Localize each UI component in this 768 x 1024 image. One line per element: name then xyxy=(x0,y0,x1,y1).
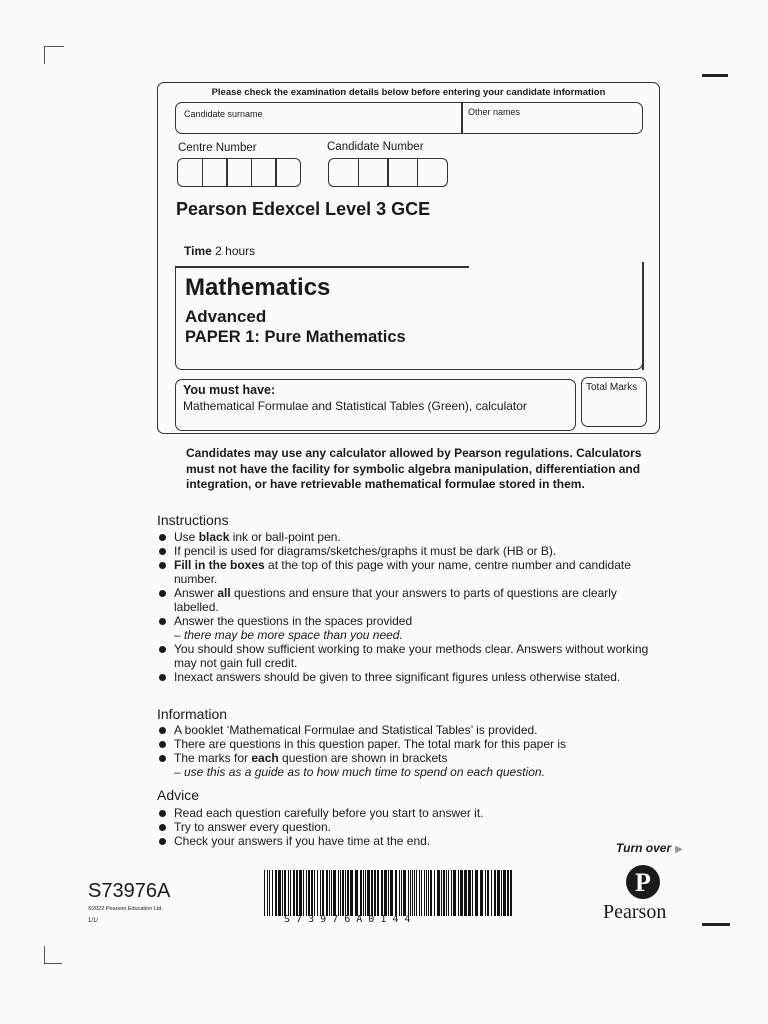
paper-title: PAPER 1: Pure Mathematics xyxy=(185,328,406,346)
barcode-bar xyxy=(414,870,415,916)
information-list xyxy=(157,723,657,779)
calculator-note: Candidates may use any calculator allowed by Pearson regulations. Calculators must not have the facility for symbolic algebra manipulation, differentiation and integration, or have retrievable mathematical formulae stored in them. xyxy=(186,446,642,491)
barcode-bar xyxy=(453,870,456,916)
time-value: 2 hours xyxy=(215,244,256,258)
time-label: Time xyxy=(184,244,212,258)
barcode-bar xyxy=(424,870,425,916)
instructions-item-text: Fill in the boxes xyxy=(174,558,265,572)
barcode-bar xyxy=(446,870,447,916)
barcode-bar xyxy=(501,870,502,916)
barcode-bar xyxy=(374,870,376,916)
copyright: ©2022 Pearson Education Ltd. xyxy=(88,906,163,912)
barcode-bar xyxy=(475,870,478,916)
subject-level: Advanced xyxy=(185,307,267,326)
barcode-bar xyxy=(320,870,321,916)
advice-item-text: Try to answer every question. xyxy=(174,820,331,834)
barcode-bar xyxy=(290,870,291,916)
barcode-bar xyxy=(360,870,362,916)
name-divider xyxy=(461,103,463,133)
instructions-item-text: Answer the questions in the spaces provided xyxy=(174,614,413,628)
name-field[interactable] xyxy=(175,102,643,134)
advice-item-text: Read each question carefully before you start to answer it. xyxy=(174,806,484,820)
barcode-bar xyxy=(428,870,429,916)
centre-digit-box[interactable] xyxy=(275,158,301,187)
instructions-item xyxy=(157,642,657,670)
barcode-bar xyxy=(333,870,336,916)
candidate-digit-box[interactable] xyxy=(328,158,359,187)
barcode-bar xyxy=(314,870,315,916)
qualification-title: Pearson Edexcel Level 3 GCE xyxy=(176,199,431,219)
barcode-bar xyxy=(448,870,449,916)
barcode-bar xyxy=(282,870,283,916)
centre-digit-box[interactable] xyxy=(177,158,203,187)
barcode-bar xyxy=(363,870,364,916)
barcode-bar xyxy=(275,870,277,916)
advice-item xyxy=(157,834,657,848)
crop-mark-bottom-left xyxy=(44,963,62,964)
instructions-item-text: You should show sufficient working to make your methods clear. Answers without working may not gain full credit. xyxy=(174,642,649,670)
barcode-bar xyxy=(338,870,339,916)
must-have-text: Mathematical Formulae and Statistical Tables (Green), calculator xyxy=(183,399,527,413)
paper-code: S73976A xyxy=(88,880,171,902)
barcode-bar xyxy=(395,870,397,916)
candidate-number-boxes[interactable] xyxy=(328,158,446,187)
barcode-bar xyxy=(340,870,341,916)
barcode-bar xyxy=(401,870,402,916)
candidate-digit-box[interactable] xyxy=(417,158,448,187)
barcode-bar xyxy=(468,870,471,916)
barcode-bar xyxy=(329,870,330,916)
barcode-bar xyxy=(284,870,286,916)
information-item-text: question are shown in brackets xyxy=(278,751,448,765)
barcode-bar xyxy=(267,870,268,916)
instructions-item xyxy=(157,614,657,642)
total-marks-label: Total Marks xyxy=(586,382,638,393)
information-item xyxy=(157,751,657,779)
instructions-item-text: ink or ball-point pen. xyxy=(229,530,341,544)
instructions-item xyxy=(157,530,657,544)
barcode-bar xyxy=(464,870,467,916)
barcode-bar xyxy=(458,870,459,916)
centre-digit-box[interactable] xyxy=(202,158,228,187)
instructions-item xyxy=(157,558,657,586)
barcode-bar xyxy=(342,870,344,916)
barcode-bar xyxy=(441,870,442,916)
barcode-bar xyxy=(384,870,387,916)
barcode-bar xyxy=(399,870,400,916)
instructions-item-text: If pencil is used for diagrams/sketches/graphs it must be dark (HB or B). xyxy=(174,544,557,558)
barcode-bar xyxy=(510,870,512,916)
instructions-item-text: black xyxy=(198,530,230,544)
other-names-label: Other names xyxy=(468,107,521,117)
centre-digit-box[interactable] xyxy=(251,158,277,187)
instructions-list xyxy=(157,530,657,684)
instructions-heading: Instructions xyxy=(157,512,229,528)
barcode-bar xyxy=(421,870,422,916)
information-item-text: There are questions in this question paper. The total mark for this paper is xyxy=(174,737,566,751)
advice-item-text: Check your answers if you have time at the end. xyxy=(174,834,431,848)
barcode-number: S 7 3 9 7 6 A 0 1 4 4 xyxy=(284,914,411,925)
barcode-bar xyxy=(264,870,265,916)
barcode-bar xyxy=(410,870,411,916)
candidate-surname-label: Candidate surname xyxy=(184,109,263,119)
barcode-bar xyxy=(460,870,463,916)
barcode-bar xyxy=(288,870,289,916)
barcode-bar xyxy=(269,870,270,916)
crop-mark-top-right xyxy=(702,74,728,77)
barcode-bar xyxy=(443,870,445,916)
barcode-bar xyxy=(491,870,492,916)
barcode-bar xyxy=(331,870,332,916)
arrow-right-icon: ▶ xyxy=(675,844,683,855)
barcode-bar xyxy=(408,870,409,916)
barcode-bar xyxy=(430,870,432,916)
barcode-bar xyxy=(345,870,346,916)
barcode-bar xyxy=(503,870,506,916)
time-allowed xyxy=(184,244,255,258)
advice-heading: Advice xyxy=(157,787,200,803)
barcode-bar xyxy=(412,870,413,916)
crop-mark-bottom-left xyxy=(44,946,45,964)
barcode-bar xyxy=(371,870,373,916)
barcode-bar xyxy=(480,870,483,916)
barcode-bar xyxy=(299,870,302,916)
barcode-bar xyxy=(381,870,383,916)
instructions-item xyxy=(157,544,657,558)
barcode-bar xyxy=(350,870,353,916)
centre-number-boxes[interactable] xyxy=(177,158,300,187)
information-item-note: – use this as a guide as to how much time to spend on each question. xyxy=(174,765,545,779)
barcode-bar xyxy=(308,870,310,916)
barcode-bar xyxy=(426,870,427,916)
barcode-bar xyxy=(437,870,440,916)
advice-item xyxy=(157,820,657,834)
subject-box-top-rule xyxy=(176,266,469,268)
barcode-bar xyxy=(403,870,406,916)
barcode-bar xyxy=(306,870,307,916)
barcode-bar xyxy=(494,870,496,916)
information-item-text: each xyxy=(251,751,279,765)
barcode-bar xyxy=(296,870,298,916)
crop-mark-bottom-right xyxy=(702,923,730,926)
centre-number-label: Centre Number xyxy=(178,142,257,154)
barcode-bar xyxy=(311,870,313,916)
subject-title: Mathematics xyxy=(185,274,331,301)
pearson-wordmark: Pearson xyxy=(603,901,667,923)
instructions-item-text: all xyxy=(217,586,231,600)
crop-mark-top-left xyxy=(44,46,64,47)
barcode-bar xyxy=(326,870,328,916)
information-item xyxy=(157,723,657,737)
barcode-bar xyxy=(507,870,509,916)
advice-list xyxy=(157,806,657,848)
barcode-bar xyxy=(434,870,435,916)
barcode-bar xyxy=(355,870,358,916)
barcode-bar xyxy=(451,870,452,916)
centre-digit-box[interactable] xyxy=(226,158,252,187)
barcode-bar xyxy=(388,870,389,916)
subject-box xyxy=(175,266,643,370)
barcode-bar xyxy=(497,870,500,916)
barcode-bar xyxy=(390,870,393,916)
instructions-item-note: – there may be more space than you need. xyxy=(174,628,403,642)
candidate-info-box xyxy=(157,82,660,434)
candidate-number-label: Candidate Number xyxy=(327,141,424,153)
instructions-item xyxy=(157,670,657,684)
total-marks-box[interactable] xyxy=(581,377,647,427)
barcode-bar xyxy=(419,870,420,916)
crop-mark-top-left xyxy=(44,46,45,64)
turn-over xyxy=(616,841,683,855)
information-item-text: A booklet ‘Mathematical Formulae and Statistical Tables’ is provided. xyxy=(174,723,538,737)
barcode-bar xyxy=(485,870,486,916)
turn-over-label: Turn over xyxy=(616,841,672,855)
instructions-item-text: Inexact answers should be given to three significant figures unless otherwise stated. xyxy=(174,670,621,684)
instructions-item-text: questions and ensure that your answers to parts of questions are clearly labelled. xyxy=(174,586,617,614)
candidate-digit-box[interactable] xyxy=(358,158,389,187)
header-note: Please check the examination details below before entering your candidate information xyxy=(211,87,606,98)
barcode-bar xyxy=(347,870,349,916)
information-item xyxy=(157,737,657,751)
barcode xyxy=(264,870,514,916)
candidate-digit-box[interactable] xyxy=(387,158,418,187)
barcode-bar xyxy=(367,870,370,916)
issue-number: 1/1/ xyxy=(88,918,99,924)
barcode-bar xyxy=(487,870,489,916)
barcode-bar xyxy=(322,870,324,916)
instructions-item xyxy=(157,586,657,614)
barcode-bar xyxy=(365,870,366,916)
advice-item xyxy=(157,806,657,820)
barcode-bar xyxy=(377,870,379,916)
must-have-title: You must have: xyxy=(183,383,276,397)
subject-box-right-rule xyxy=(642,262,644,370)
barcode-bar xyxy=(317,870,318,916)
barcode-bar xyxy=(278,870,281,916)
barcode-bar xyxy=(416,870,417,916)
instructions-item-text: at the top of this page with your name, centre number and candidate number. xyxy=(174,558,631,586)
must-have-box xyxy=(175,379,576,431)
instructions-item-text: Use xyxy=(174,530,199,544)
barcode-bar xyxy=(272,870,273,916)
instructions-item-text: Answer xyxy=(174,586,218,600)
pearson-logo-icon: P xyxy=(626,865,660,899)
barcode-bar xyxy=(303,870,304,916)
barcode-bar xyxy=(472,870,473,916)
information-item-text: The marks for xyxy=(174,751,252,765)
information-heading: Information xyxy=(157,706,228,722)
barcode-bar xyxy=(293,870,295,916)
